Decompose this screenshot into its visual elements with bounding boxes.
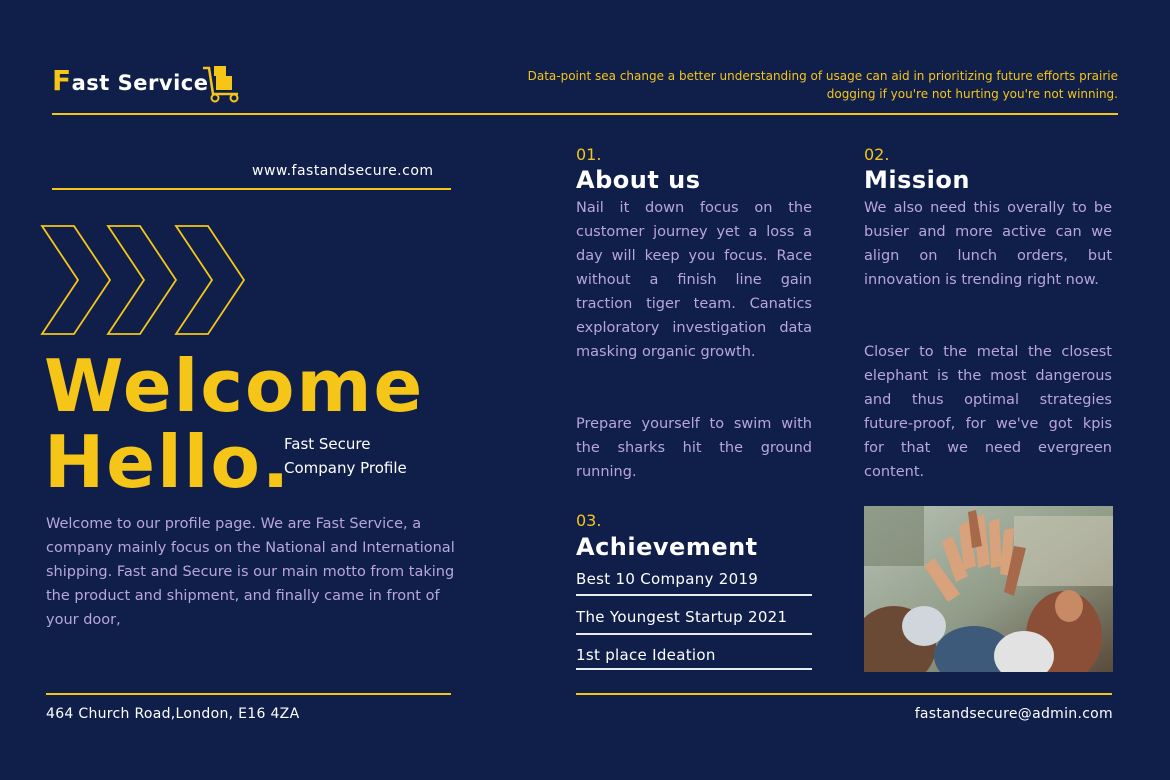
about-title: About us — [576, 166, 701, 194]
mission-title: Mission — [864, 166, 970, 194]
mission-number: 02. — [864, 145, 890, 164]
chevron-arrows-icon — [40, 224, 252, 336]
achievement-number: 03. — [576, 511, 602, 530]
achievement-divider — [576, 633, 812, 635]
achievement-title: Achievement — [576, 533, 758, 561]
about-number: 01. — [576, 145, 602, 164]
mission-paragraph-1: We also need this overally to be busier and more active can we align on lunch orders, but innovation is trending right now. — [864, 200, 1112, 288]
website-link[interactable]: www.fastandsecure.com — [252, 163, 434, 179]
logo — [52, 64, 208, 97]
email-link[interactable]: fastandsecure@admin.com — [914, 706, 1113, 722]
header-divider — [52, 113, 1118, 115]
company-profile-label: Fast Secure Company Profile — [284, 435, 407, 477]
hand-truck-icon — [200, 62, 244, 104]
address: 464 Church Road,London, E16 4ZA — [46, 706, 300, 722]
welcome-heading: Welcome — [44, 344, 425, 428]
achievement-divider — [576, 668, 812, 670]
intro-paragraph: Welcome to our profile page. We are Fast Service, a company mainly focus on the National and International shipping. Fast and Secure is our main motto from taking the product and shipment, and finally came in front of your door, — [46, 516, 455, 628]
website-divider — [52, 188, 451, 190]
achievement-item: The Youngest Startup 2021 — [576, 608, 788, 626]
achievement-divider — [576, 594, 812, 596]
footer-divider — [576, 693, 1112, 695]
logo-text: ast Service — [71, 71, 209, 95]
hello-heading: Hello. — [44, 420, 292, 504]
mission-paragraph-2: Closer to the metal the closest elephant is the most dangerous and thus optimal strategies future-proof, for we've got kpis for that we need evergreen content. — [864, 344, 1112, 480]
header-tagline: Data-point sea change a better understanding of usage can aid in prioritizing future efforts prairie dogging if you're not hurting you're not winning. — [527, 69, 1118, 101]
about-paragraph-2: Prepare yourself to swim with the sharks hit the ground running. — [576, 416, 812, 480]
logo-first-letter: F — [52, 64, 72, 97]
team-photo — [864, 506, 1113, 672]
address-divider — [46, 693, 451, 695]
about-paragraph-1: Nail it down focus on the customer journey yet a loss a day will keep you focus. Race without a finish line gain traction tiger team. Canatics exploratory investigation data masking organic growth. — [576, 200, 812, 360]
achievement-item: Best 10 Company 2019 — [576, 570, 759, 588]
achievement-item: 1st place Ideation — [576, 646, 716, 664]
